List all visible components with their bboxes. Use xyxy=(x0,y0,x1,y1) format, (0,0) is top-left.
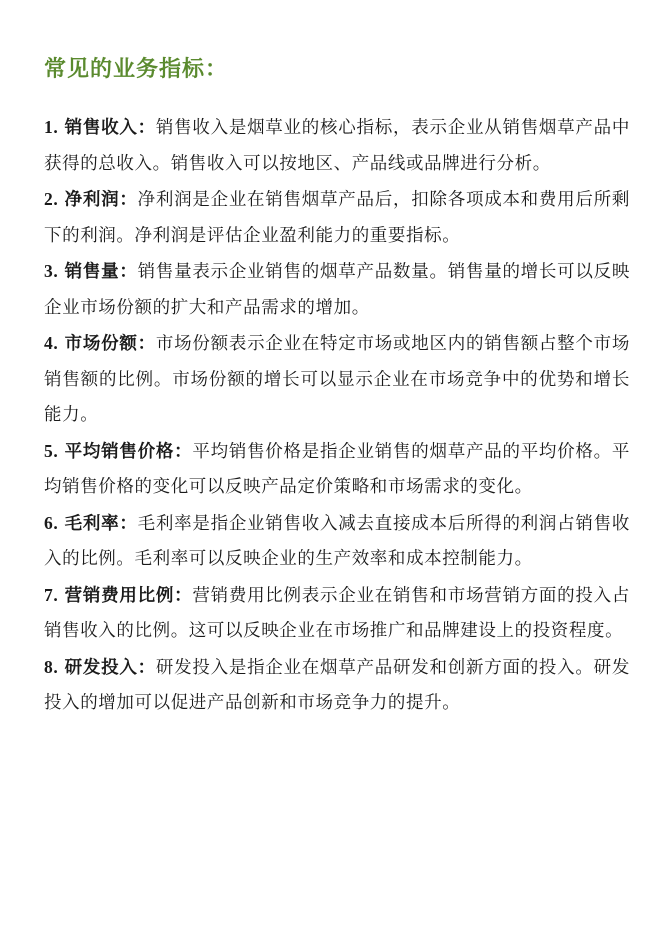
metric-description: 营销费用比例表示企业在销售和市场营销方面的投入占销售收入的比例。这可以反映企业在市场推广和品牌建设上的投资程度。 xyxy=(44,585,630,641)
metric-description: 市场份额表示企业在特定市场或地区内的销售额占整个市场销售额的比例。市场份额的增长可以显示企业在市场竞争中的优势和增长能力。 xyxy=(44,334,630,425)
metric-description: 销售收入是烟草业的核心指标，表示企业从销售烟草产品中获得的总收入。销售收入可以按地区、产品线或品牌进行分析。 xyxy=(44,118,630,174)
section-heading: 常见的业务指标： xyxy=(44,56,229,82)
item-number: 4. xyxy=(44,333,59,353)
item-number: 8. xyxy=(44,656,59,677)
item-number: 2. xyxy=(44,189,59,209)
metric-item-5 xyxy=(44,434,630,506)
item-number: 6. xyxy=(44,512,59,533)
metric-term: 销售收入： xyxy=(64,118,156,138)
metric-description: 净利润是企业在销售烟草产品后，扣除各项成本和费用后所剩下的利润。净利润是评估企业盈利能力的重要指标。 xyxy=(44,190,630,246)
metrics-list xyxy=(44,110,630,722)
metric-item-2 xyxy=(44,182,630,254)
metric-term: 市场份额： xyxy=(64,334,156,354)
metric-item-8 xyxy=(44,650,630,722)
metric-term: 营销费用比例： xyxy=(64,585,193,606)
metric-term: 研发投入： xyxy=(64,657,156,678)
metric-description: 毛利率是指企业销售收入减去直接成本后所得的利润占销售收入的比例。毛利率可以反映企业的生产效率和成本控制能力。 xyxy=(44,513,630,569)
item-number: 1. xyxy=(44,117,59,137)
metric-term: 毛利率： xyxy=(64,513,138,534)
metric-item-7 xyxy=(44,578,630,650)
item-number: 7. xyxy=(44,584,59,605)
metric-item-3 xyxy=(44,254,630,326)
metric-description: 销售量表示企业销售的烟草产品数量。销售量的增长可以反映企业市场份额的扩大和产品需求的增加。 xyxy=(44,262,630,318)
metric-term: 销售量： xyxy=(64,262,138,282)
item-number: 5. xyxy=(44,440,59,461)
metric-item-1 xyxy=(44,110,630,182)
document-page xyxy=(44,54,630,722)
metric-term: 平均销售价格： xyxy=(64,441,193,462)
metric-item-4 xyxy=(44,326,630,434)
metric-description: 平均销售价格是指企业销售的烟草产品的平均价格。平均销售价格的变化可以反映产品定价策略和市场需求的变化。 xyxy=(44,441,630,497)
metric-description: 研发投入是指企业在烟草产品研发和创新方面的投入。研发投入的增加可以促进产品创新和市场竞争力的提升。 xyxy=(44,657,630,713)
item-number: 3. xyxy=(44,261,59,281)
metric-term: 净利润： xyxy=(64,190,138,210)
metric-item-6 xyxy=(44,506,630,578)
